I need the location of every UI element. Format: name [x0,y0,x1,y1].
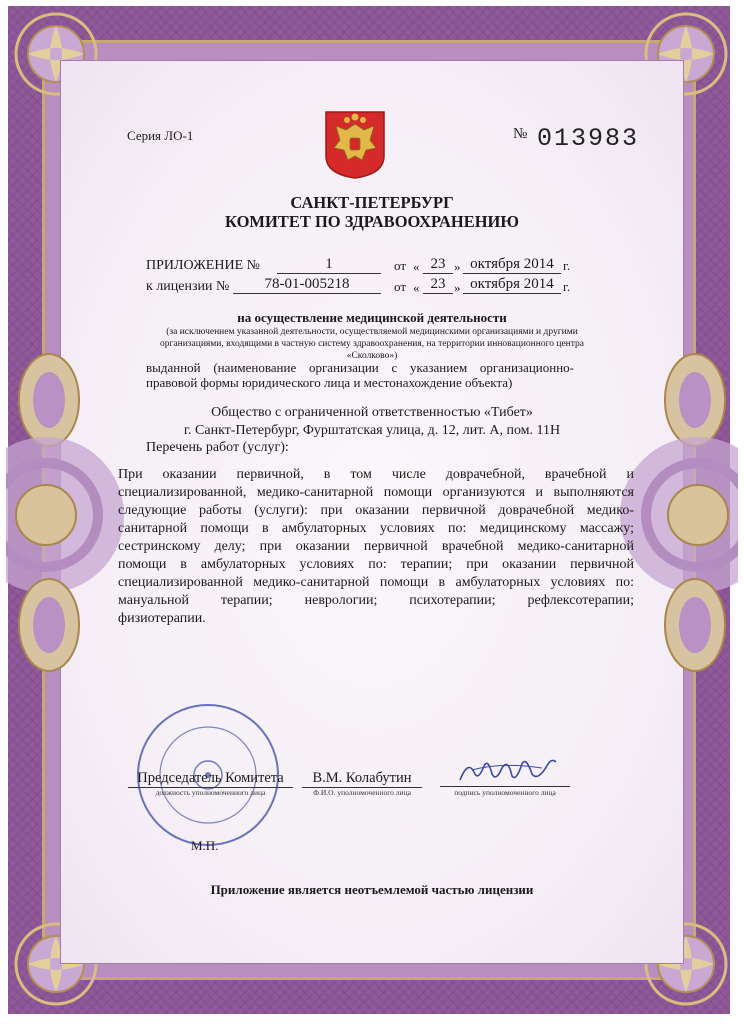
issuer-city: САНКТ-ПЕТЕРБУРГ [290,193,454,212]
license-number-serial: 013983 [537,124,640,153]
annex-date-suffix: г. [563,258,571,273]
works-line-6: помощи в амбулаторных условиях по: терапии; при оказании первичной [118,557,634,572]
number-sign: № [513,126,528,142]
annex-date-from: от [394,258,407,273]
signer-name: В.М. Колабутин [302,770,422,788]
annex-label: ПРИЛОЖЕНИЕ № [146,258,260,273]
activity-note-line-2: организациями, входящими в частную систему здравоохранения, на территории инновационного центра [160,339,584,349]
license-date-from: от [394,279,407,294]
organization-name: Общество с ограниченной ответственностью «Тибет» [211,405,533,420]
annex-number: 1 [277,256,381,274]
issuer-committee: КОМИТЕТ ПО ЗДРАВООХРАНЕНИЮ [225,212,519,231]
license-label: к лицензии № [146,279,230,294]
license-date-suffix: г. [563,279,571,294]
license-date-close-quote: » [454,280,461,295]
signer-position: Председатель Комитета [128,770,293,788]
works-line-2: специализированной, медико-санитарной помощи организуются и выполняются [118,485,634,500]
license-date-open-quote: « [413,280,420,295]
works-line-3: следующие работы (услуги): при оказании первичной доврачебной медико- [118,503,634,518]
handwritten-signature [452,752,562,788]
annex-date-month-year: октября 2014 [463,256,561,274]
issued-line-2: правовой формы юридического лица и местонахождение объекта) [146,375,513,390]
coat-of-arms-emblem [324,110,386,180]
signer-position-caption: должность уполномоченного лица [155,788,266,797]
signature-caption: подпись уполномоченного лица [454,788,556,797]
side-ornament-left-lower [14,575,84,675]
annex-date-close-quote: » [454,259,461,274]
annex-date-open-quote: « [413,259,420,274]
works-line-1: При оказании первичной, в том числе доврачебной, врачебной и [118,467,634,482]
license-number: 78-01-005218 [233,276,381,294]
signature-line [440,786,570,787]
activity-title: на осуществление медицинской деятельности [237,310,507,325]
works-line-8: мануальной терапии; неврологии; психотерапии; рефлексотерапии; [118,593,634,608]
activity-note-line-1: (за исключением указанной деятельности, осуществляемой медицинскими организациями и другими [166,327,578,337]
issued-line-1: выданной (наименование организации с указанием организационно- [146,360,574,375]
annex-date-day: 23 [423,256,453,274]
works-line-7: специализированной медико-санитарной помощи в амбулаторных условиях по: [118,575,634,590]
works-line-4: санитарной помощи в амбулаторных условиях по: медицинскому массажу; [118,521,634,536]
works-label: Перечень работ (услуг): [146,440,289,455]
series-label: Серия ЛО-1 [127,128,194,143]
signer-name-caption: Ф.И.О. уполномоченного лица [313,788,411,797]
organization-address: г. Санкт-Петербург, Фурштатская улица, д. 12, лит. А, пом. 11Н [183,423,561,438]
footer-note: Приложение является неотъемлемой частью лицензии [210,882,534,897]
works-line-last: физиотерапии. [118,611,206,626]
side-ornament-right-lower [660,575,730,675]
license-date-month-year: октября 2014 [463,276,561,294]
works-line-5: сестринскому делу; при оказании первичной врачебной медико-санитарной [118,539,634,554]
activity-note-line-3: «Сколково») [346,351,398,361]
stamp-place-label: М.П. [191,838,219,853]
license-date-day: 23 [423,276,453,294]
